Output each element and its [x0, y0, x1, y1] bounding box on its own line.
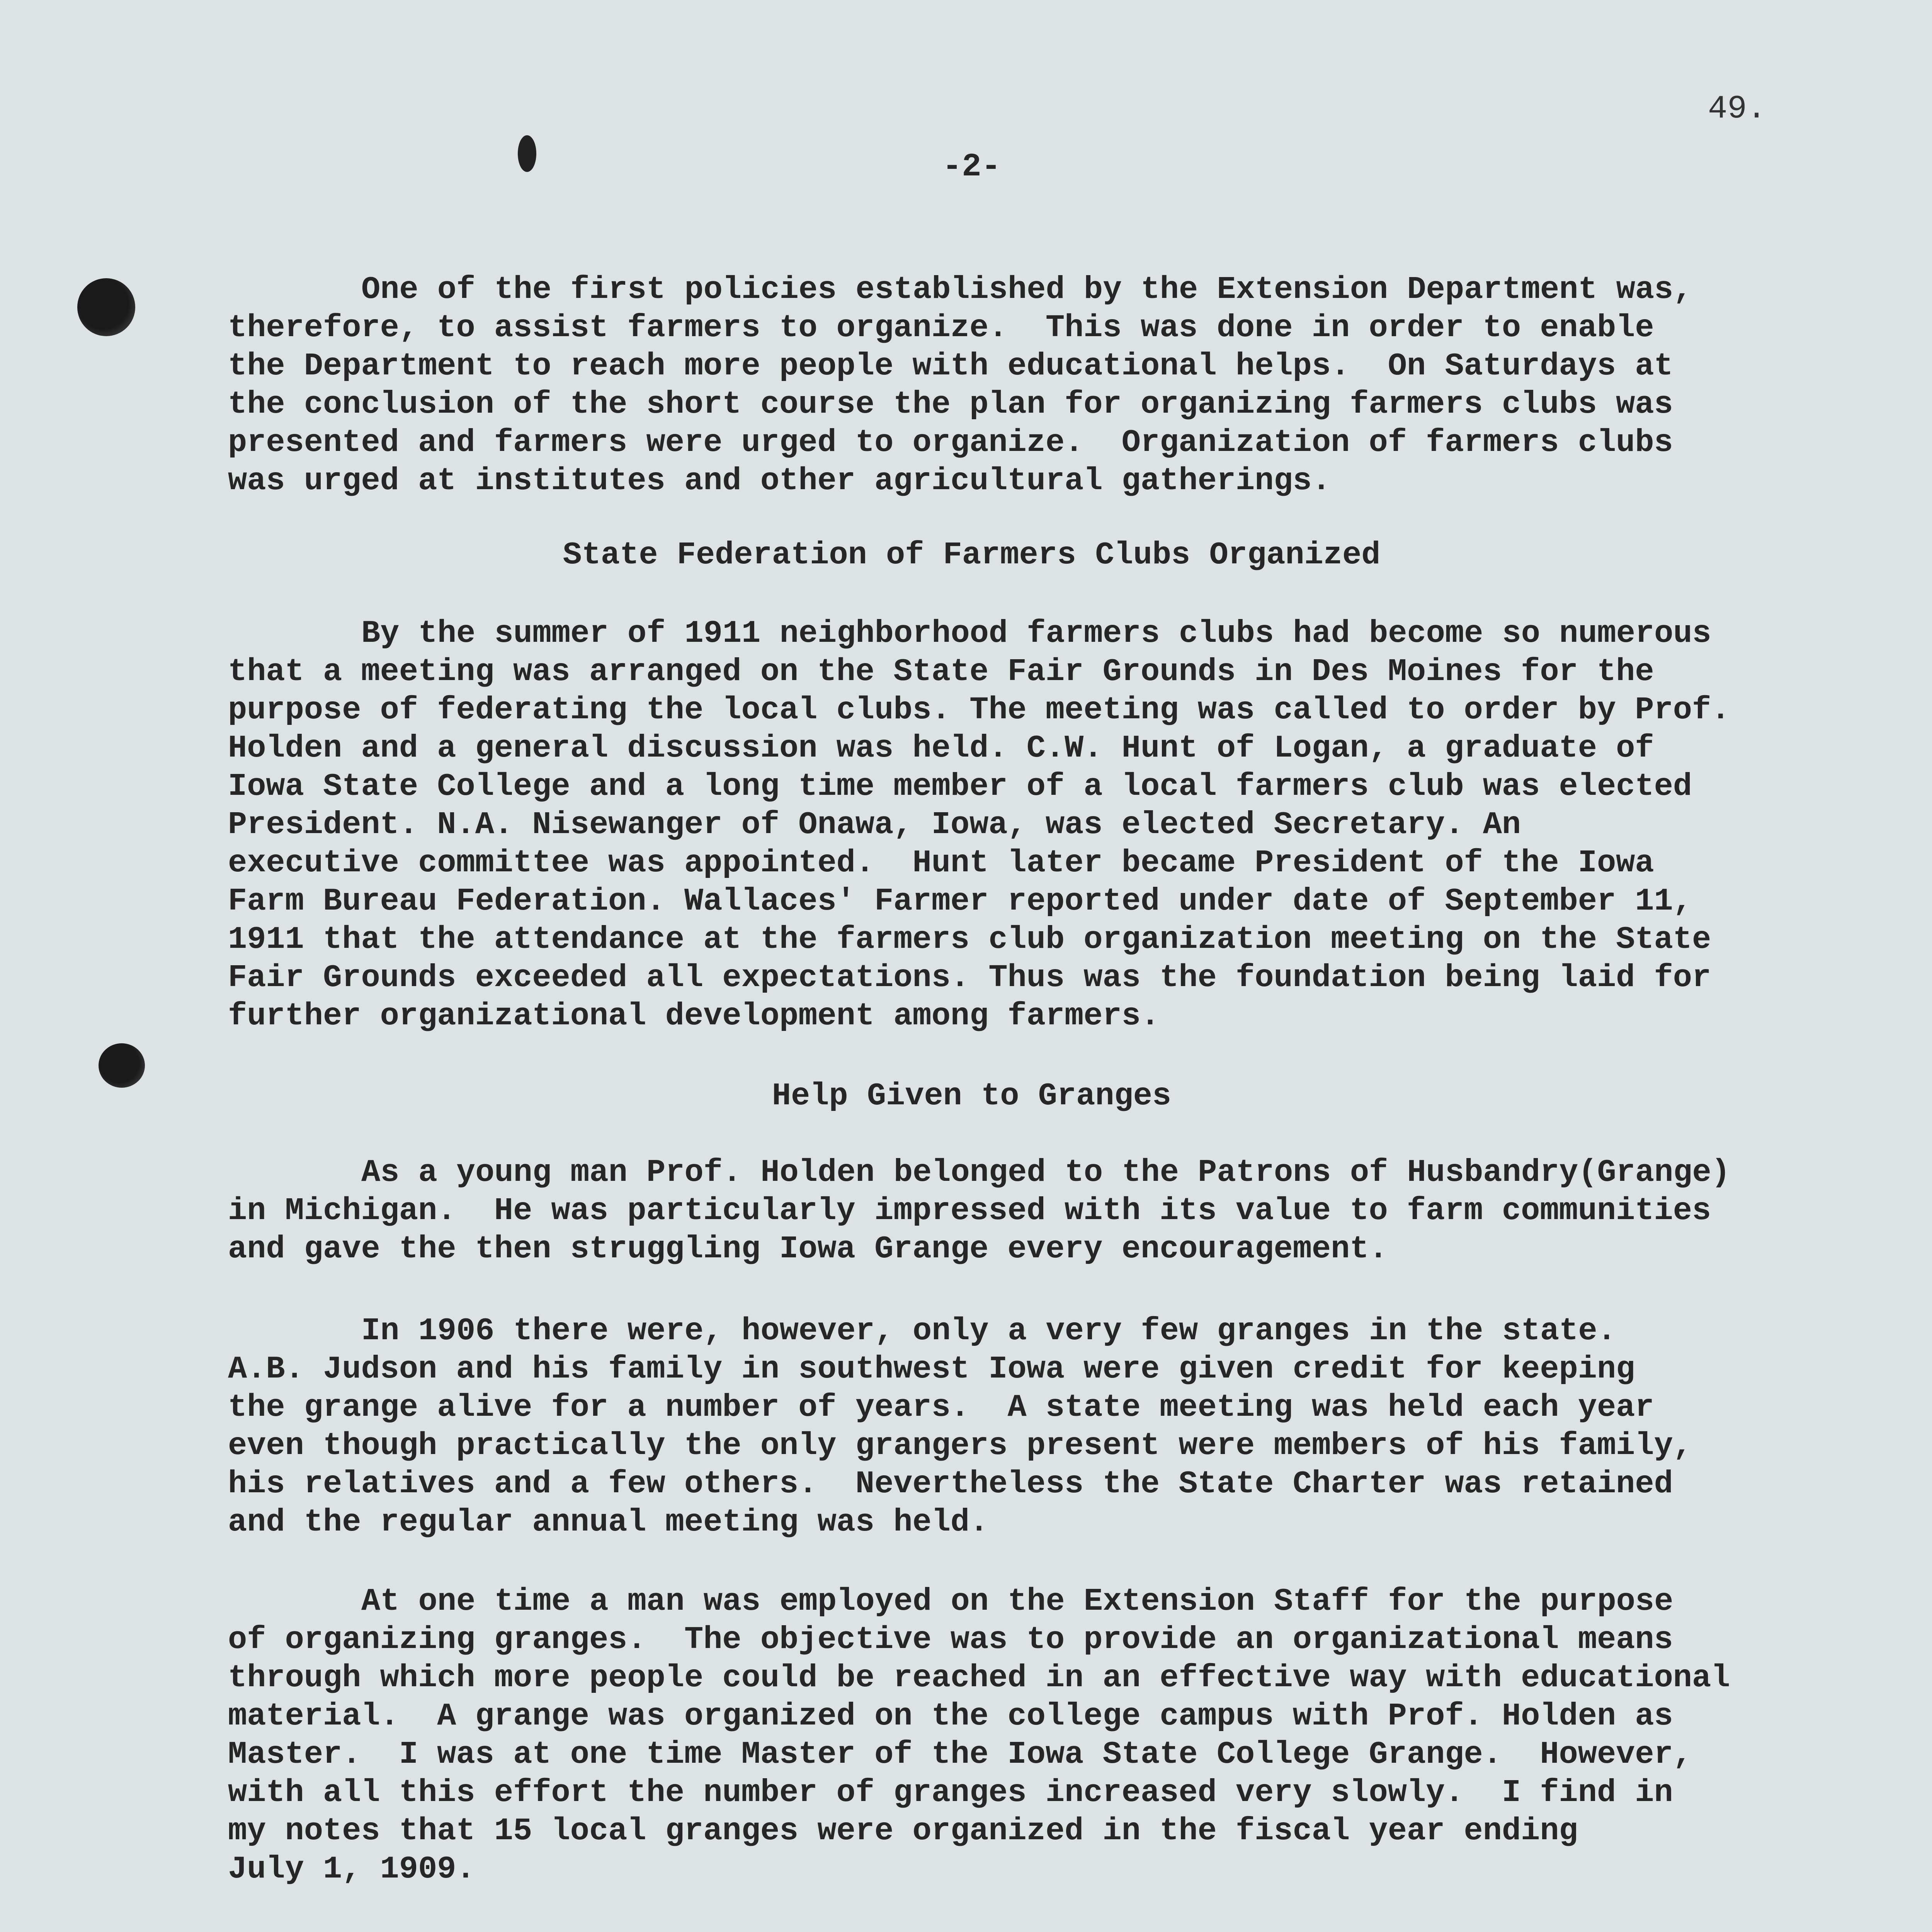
page-number: 49.	[1708, 91, 1767, 128]
text-line: and gave the then struggling Iowa Grange every encouragement.	[228, 1231, 1388, 1267]
text-line: One of the first policies established by the Extension Department was,	[361, 272, 1692, 308]
ink-blot	[518, 135, 536, 172]
text-line: was urged at institutes and other agricultural gatherings.	[228, 463, 1331, 499]
text-line: By the summer of 1911 neighborhood farmers clubs had become so numerous	[361, 616, 1711, 651]
text-line: even though practically the only grangers present were members of his family,	[228, 1428, 1692, 1464]
page-marker: -2-	[942, 149, 1001, 185]
text-line: Farm Bureau Federation. Wallaces' Farmer reported under date of September 11,	[228, 883, 1692, 919]
paragraph-extension-staff	[228, 1582, 1812, 1888]
text-line: further organizational development among farmers.	[228, 998, 1160, 1034]
text-line: through which more people could be reached in an effective way with educational	[228, 1660, 1730, 1696]
text-line: material. A grange was organized on the college campus with Prof. Holden as	[228, 1698, 1673, 1734]
text-line: with all this effort the number of granges increased very slowly. I find in	[228, 1775, 1673, 1811]
text-line: my notes that 15 local granges were organized in the fiscal year ending	[228, 1813, 1578, 1849]
text-line: Iowa State College and a long time member of a local farmers club was elected	[228, 769, 1692, 804]
text-line: At one time a man was employed on the Extension Staff for the purpose	[361, 1583, 1673, 1619]
text-line: In 1906 there were, however, only a very few granges in the state.	[361, 1313, 1616, 1349]
paragraph-extension-policy	[228, 270, 1812, 500]
text-line: his relatives and a few others. Nevertheless the State Charter was retained	[228, 1466, 1673, 1502]
text-line: As a young man Prof. Holden belonged to the Patrons of Husbandry(Grange)	[361, 1155, 1730, 1190]
paragraph-federation-meeting	[228, 614, 1812, 1035]
text-line: A.B. Judson and his family in southwest Iowa were given credit for keeping	[228, 1351, 1635, 1387]
text-line: purpose of federating the local clubs. The meeting was called to order by Prof.	[228, 692, 1730, 728]
punch-hole	[77, 278, 135, 336]
text-line: executive committee was appointed. Hunt later became President of the Iowa	[228, 845, 1654, 881]
text-line: that a meeting was arranged on the State Fair Grounds in Des Moines for the	[228, 654, 1654, 690]
text-line: of organizing granges. The objective was to provide an organizational means	[228, 1622, 1673, 1658]
heading-state-federation: State Federation of Farmers Clubs Organized	[563, 537, 1381, 573]
paragraph-holden-grange	[228, 1153, 1812, 1268]
text-line: and the regular annual meeting was held.	[228, 1504, 989, 1540]
text-line: 1911 that the attendance at the farmers club organization meeting on the State	[228, 922, 1711, 957]
text-line: the Department to reach more people with educational helps. On Saturdays at	[228, 348, 1673, 384]
text-line: the grange alive for a number of years. A state meeting was held each year	[228, 1389, 1654, 1425]
text-line: presented and farmers were urged to organize. Organization of farmers clubs	[228, 425, 1673, 461]
heading-help-granges: Help Given to Granges	[772, 1078, 1172, 1114]
text-line: President. N.A. Nisewanger of Onawa, Iowa, was elected Secretary. An	[228, 807, 1521, 843]
text-line: Fair Grounds exceeded all expectations. Thus was the foundation being laid for	[228, 960, 1711, 996]
paragraph-granges-1906	[228, 1312, 1812, 1541]
text-line: therefore, to assist farmers to organize. This was done in order to enable	[228, 310, 1654, 346]
text-line: Master. I was at one time Master of the Iowa State College Grange. However,	[228, 1736, 1692, 1772]
text-line: in Michigan. He was particularly impressed with its value to farm communities	[228, 1193, 1711, 1229]
text-line: July 1, 1909.	[228, 1851, 475, 1887]
text-line: Holden and a general discussion was held. C.W. Hunt of Logan, a graduate of	[228, 730, 1654, 766]
text-line: the conclusion of the short course the plan for organizing farmers clubs was	[228, 386, 1673, 422]
